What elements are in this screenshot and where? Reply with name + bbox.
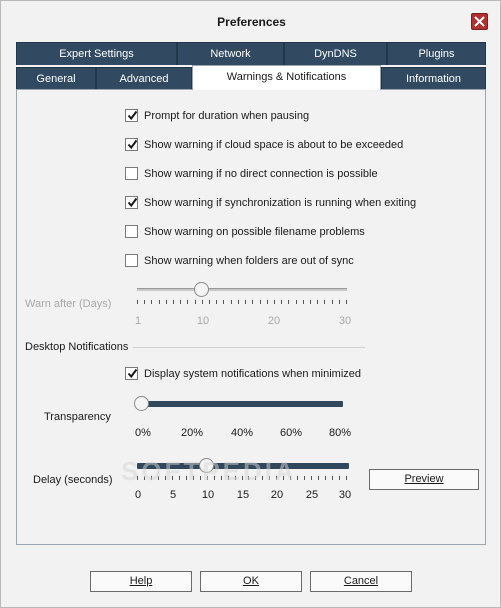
slider-tick xyxy=(209,300,210,304)
warn-after-track xyxy=(137,288,347,291)
checkmark-icon xyxy=(127,368,138,379)
direct-connection-checkbox[interactable] xyxy=(125,167,138,180)
warn-after-ticks xyxy=(137,300,347,305)
slider-tick xyxy=(151,300,152,304)
slider-tick xyxy=(304,476,305,480)
prompt-duration-checkbox[interactable] xyxy=(125,109,138,122)
slider-tick xyxy=(311,476,312,480)
delay-tick-label: 0 xyxy=(134,489,142,501)
slider-tick xyxy=(324,300,325,304)
delay-tick-label: 20 xyxy=(270,489,284,501)
slider-tick xyxy=(238,300,239,304)
slider-tick xyxy=(346,476,347,480)
warn-after-tick-label: 20 xyxy=(267,315,281,327)
slider-tick xyxy=(260,300,261,304)
warn-after-tick-label: 30 xyxy=(338,315,352,327)
slider-tick xyxy=(144,300,145,304)
slider-tick xyxy=(303,300,304,304)
prompt-duration-label: Prompt for duration when pausing xyxy=(144,110,310,122)
tab-information[interactable]: Information xyxy=(381,67,486,90)
delay-tick-label: 25 xyxy=(305,489,319,501)
transparency-track xyxy=(137,401,343,407)
delay-tick-label: 10 xyxy=(201,489,215,501)
slider-tick xyxy=(187,300,188,304)
slider-tick xyxy=(296,300,297,304)
slider-tick xyxy=(231,300,232,304)
slider-tick xyxy=(223,300,224,304)
transparency-tick-label: 60% xyxy=(279,427,303,439)
section-divider xyxy=(133,347,365,348)
slider-tick xyxy=(202,300,203,304)
slider-tick xyxy=(216,300,217,304)
slider-tick xyxy=(281,300,282,304)
slider-tick xyxy=(346,300,347,304)
tab-advanced[interactable]: Advanced xyxy=(96,67,192,90)
tab-dyndns[interactable]: DynDNS xyxy=(284,42,387,65)
system-notifications-checkbox[interactable] xyxy=(125,367,138,380)
transparency-tick-label: 20% xyxy=(180,427,204,439)
slider-tick xyxy=(173,300,174,304)
direct-connection-label: Show warning if no direct connection is possible xyxy=(144,168,378,180)
slider-tick xyxy=(195,300,196,304)
slider-tick xyxy=(297,476,298,480)
transparency-thumb[interactable] xyxy=(134,396,149,411)
filename-problems-label: Show warning on possible filename problems xyxy=(144,226,365,238)
watermark: SOFTPEDIA xyxy=(121,456,297,486)
ok-button[interactable] xyxy=(200,571,302,592)
slider-tick xyxy=(325,476,326,480)
slider-tick xyxy=(339,476,340,480)
slider-tick xyxy=(159,300,160,304)
delay-tick-label: 15 xyxy=(236,489,250,501)
out-of-sync-label: Show warning when folders are out of sync xyxy=(144,255,354,267)
cloud-space-checkbox[interactable] xyxy=(125,138,138,151)
slider-tick xyxy=(274,300,275,304)
sync-exiting-label: Show warning if synchronization is running when exiting xyxy=(144,197,417,209)
tab-network[interactable]: Network xyxy=(177,42,284,65)
preview-button-label: Preview xyxy=(404,473,444,485)
warn-after-tick-label: 1 xyxy=(134,315,142,327)
desktop-notifications-heading: Desktop Notifications xyxy=(25,341,129,353)
filename-problems-checkbox[interactable] xyxy=(125,225,138,238)
warn-after-tick-label: 10 xyxy=(196,315,210,327)
transparency-tick-label: 80% xyxy=(328,427,352,439)
help-button-label: Help xyxy=(129,575,153,587)
slider-tick xyxy=(339,300,340,304)
window-title: Preferences xyxy=(217,15,286,29)
cloud-space-label: Show warning if cloud space is about to be exceeded xyxy=(144,139,404,151)
slider-tick xyxy=(267,300,268,304)
ok-button-label: OK xyxy=(243,575,259,587)
preview-button[interactable] xyxy=(369,469,479,490)
warn-after-label: Warn after (Days) xyxy=(25,298,112,310)
system-notifications-label: Display system notifications when minimized xyxy=(144,368,362,380)
checkmark-icon xyxy=(127,197,138,208)
slider-tick xyxy=(310,300,311,304)
slider-tick xyxy=(137,300,138,304)
sync-exiting-checkbox[interactable] xyxy=(125,196,138,209)
transparency-tick-label: 40% xyxy=(230,427,254,439)
tab-warnings-notifications[interactable]: Warnings & Notifications xyxy=(192,65,381,90)
delay-tick-label: 5 xyxy=(169,489,177,501)
slider-tick xyxy=(317,300,318,304)
slider-tick xyxy=(180,300,181,304)
checkmark-icon xyxy=(127,110,138,121)
delay-label: Delay (seconds) xyxy=(33,474,113,486)
slider-tick xyxy=(332,476,333,480)
checkmark-icon xyxy=(127,139,138,150)
slider-tick xyxy=(166,300,167,304)
tab-plugins[interactable]: Plugins xyxy=(387,42,486,65)
close-icon xyxy=(474,16,485,27)
close-button[interactable] xyxy=(471,13,488,30)
cancel-button-label: Cancel xyxy=(343,575,379,587)
slider-tick xyxy=(318,476,319,480)
slider-tick xyxy=(332,300,333,304)
slider-tick xyxy=(288,300,289,304)
warn-after-thumb[interactable] xyxy=(194,282,209,297)
tab-expert-settings[interactable]: Expert Settings xyxy=(16,42,177,65)
delay-tick-label: 30 xyxy=(338,489,352,501)
out-of-sync-checkbox[interactable] xyxy=(125,254,138,267)
transparency-tick-label: 0% xyxy=(135,427,151,439)
transparency-label: Transparency xyxy=(44,411,111,423)
help-button[interactable] xyxy=(90,571,192,592)
slider-tick xyxy=(245,300,246,304)
tab-general[interactable]: General xyxy=(16,67,96,90)
cancel-button[interactable] xyxy=(310,571,412,592)
slider-tick xyxy=(252,300,253,304)
